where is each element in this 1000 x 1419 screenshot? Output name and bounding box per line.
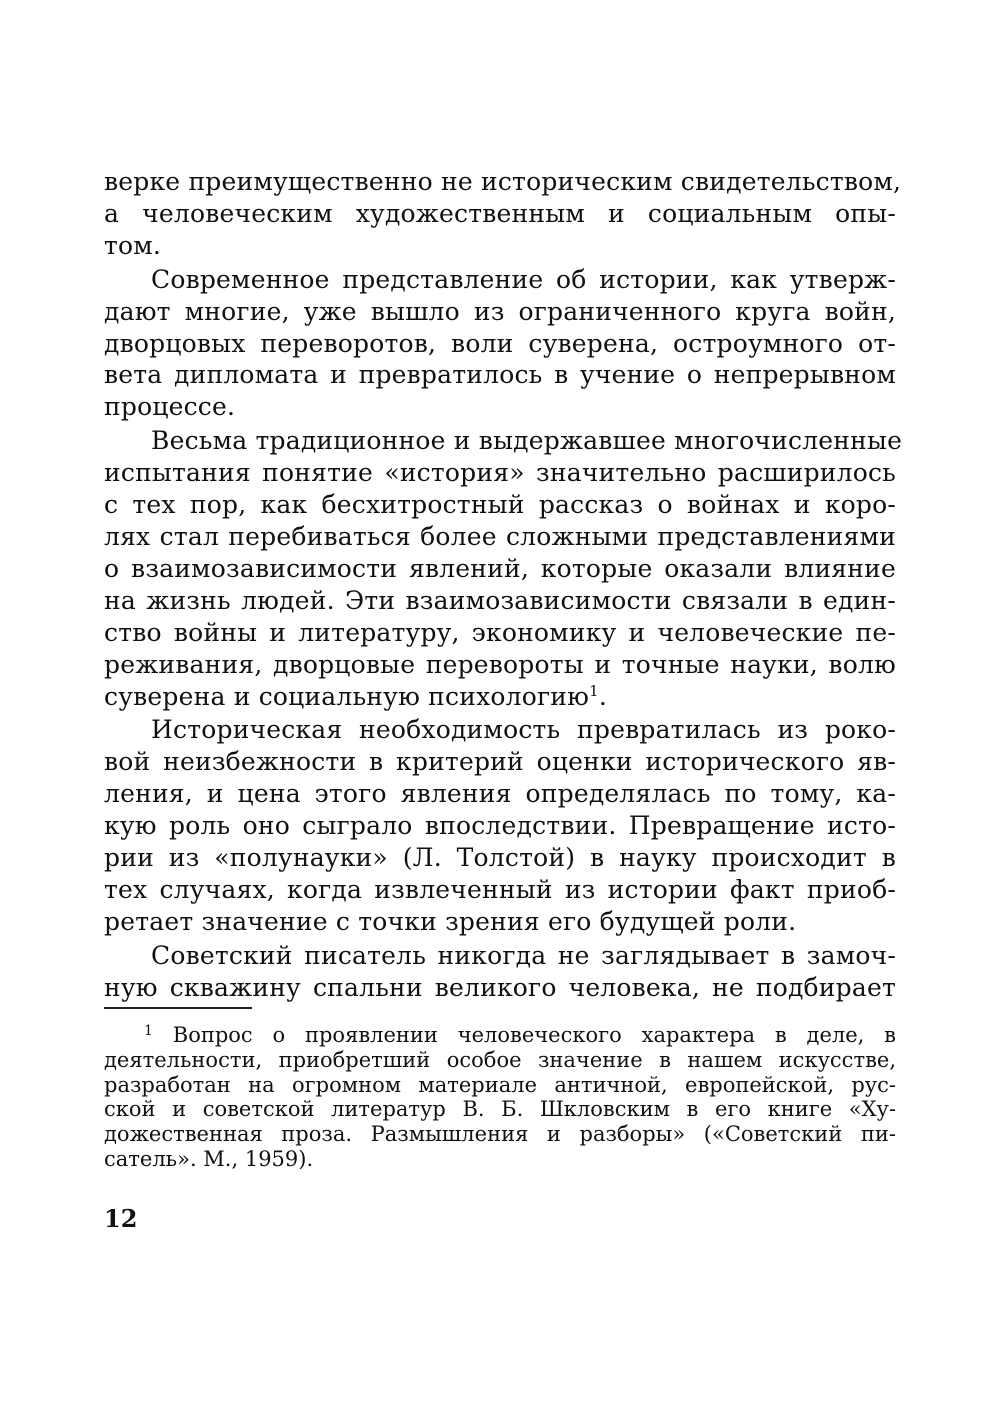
footnote-line: ской и советской литератур В. Б. Шкловским в его книге «Ху-	[104, 1097, 896, 1122]
text-line: тех случаях, когда извлеченный из истории факт приоб-	[104, 874, 896, 904]
footnote-line: сатель». М., 1959).	[104, 1146, 314, 1171]
text-line: дают многие, уже вышло из ограниченного круга войн,	[104, 296, 896, 326]
text-line: ную скважину спальни великого человека, не подбирает	[104, 972, 896, 1002]
paragraph-first-line: Историческая необходимость превратилась из роко-	[151, 715, 896, 745]
text-line: о взаимозависимости явлений, которые оказали влияние	[104, 553, 896, 583]
main-text	[104, 166, 903, 1004]
text-line-content: суверена и социальную психологию	[104, 681, 590, 711]
text-line: а человеческим художественным и социальным опы-	[104, 198, 896, 228]
footnote	[104, 1023, 896, 1172]
footnote-first-line	[104, 1023, 896, 1048]
text-line-with-footnote-ref: суверена и социальную психологию$^1$.	[104, 681, 608, 711]
text-line: том.	[104, 230, 162, 260]
footnote-reference: 1	[589, 681, 599, 700]
text-line: вета дипломата и превратилось в учение о непрерывном	[104, 360, 896, 390]
text-line: ство войны и литературу, экономику и человеческие пе-	[104, 617, 896, 647]
text-line: с тех пор, как бесхитростный рассказ о войнах и коро-	[104, 490, 896, 520]
footnote-text: Вопрос о проявлении человеческого характера в деле, в	[172, 1023, 896, 1047]
text-line: ретает значение с точки зрения его будущей роли.	[104, 906, 797, 936]
footnote-separator	[104, 1007, 252, 1009]
text-line: реживания, дворцовые перевороты и точные науки, волю	[104, 649, 896, 679]
text-line: вой неизбежности в критерий оценки исторического яв-	[104, 747, 896, 777]
text-line: кую роль оно сыграло впоследствии. Превращение исто-	[104, 811, 896, 841]
paragraph-first-line: Весьма традиционное и выдержавшее многочисленные	[151, 426, 903, 456]
text-line: дворцовых переворотов, воли суверена, остроумного от-	[104, 328, 896, 358]
text-line: верке преимущественно не историческим свидетельством,	[104, 167, 902, 196]
text-line: на жизнь людей. Эти взаимозависимости связали в един-	[104, 585, 896, 615]
text-line: лях стал перебиваться более сложными представлениями	[104, 521, 896, 551]
text-line: рии из «полунауки» (Л. Толстой) в науку происходит в	[104, 843, 896, 873]
text-line: процессе.	[104, 392, 236, 422]
page-number: 12	[104, 1204, 138, 1233]
footnote-line: разработан на огромном материале античной, европейской, рус-	[104, 1072, 896, 1097]
footnote-marker: 1	[144, 1023, 153, 1039]
text-line: ления, и цена этого явления определялась по тому, ка-	[104, 779, 896, 809]
footnote-line: деятельности, приобретший особое значение в нашем искусстве,	[104, 1047, 896, 1072]
footnote-line: дожественная проза. Размышления и разборы» («Советский пи-	[104, 1122, 896, 1147]
text-line: испытания понятие «история» значительно расширилось	[104, 458, 896, 488]
paragraph-first-line: Советский писатель никогда не заглядывает в замоч-	[151, 940, 896, 970]
paragraph-first-line: Современное представление об истории, как утверж-	[151, 264, 896, 294]
